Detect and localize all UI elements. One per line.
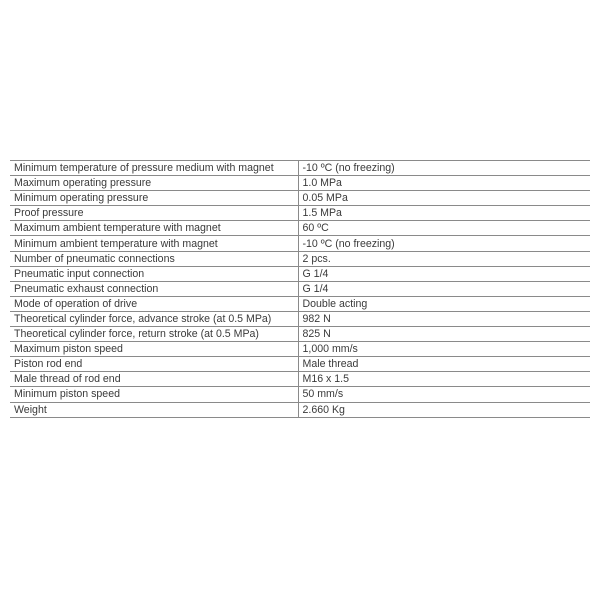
spec-value: 2 pcs.	[298, 251, 590, 266]
spec-value: 982 N	[298, 311, 590, 326]
spec-name: Maximum piston speed	[10, 342, 298, 357]
spec-name: Minimum temperature of pressure medium with magnet	[10, 161, 298, 176]
spec-name: Number of pneumatic connections	[10, 251, 298, 266]
table-row	[10, 191, 590, 206]
table-row	[10, 281, 590, 296]
table-row	[10, 221, 590, 236]
table-row	[10, 161, 590, 176]
spec-value: 1.0 MPa	[298, 176, 590, 191]
spec-name: Theoretical cylinder force, advance stroke (at 0.5 MPa)	[10, 311, 298, 326]
spec-name: Minimum operating pressure	[10, 191, 298, 206]
table-row	[10, 402, 590, 417]
spec-value: 825 N	[298, 327, 590, 342]
spec-value: 2.660 Kg	[298, 402, 590, 417]
spec-name: Maximum operating pressure	[10, 176, 298, 191]
spec-name: Minimum ambient temperature with magnet	[10, 236, 298, 251]
table-row	[10, 357, 590, 372]
table-row	[10, 251, 590, 266]
spec-name: Maximum ambient temperature with magnet	[10, 221, 298, 236]
table-row	[10, 206, 590, 221]
table-row	[10, 266, 590, 281]
spec-name: Pneumatic exhaust connection	[10, 281, 298, 296]
spec-value: 1,000 mm/s	[298, 342, 590, 357]
table-row	[10, 327, 590, 342]
spec-value: 50 mm/s	[298, 387, 590, 402]
spec-value: 1.5 MPa	[298, 206, 590, 221]
spec-name: Proof pressure	[10, 206, 298, 221]
spec-name: Weight	[10, 402, 298, 417]
spec-table	[10, 160, 590, 418]
table-row	[10, 311, 590, 326]
spec-value: -10 ºC (no freezing)	[298, 236, 590, 251]
spec-value: G 1/4	[298, 281, 590, 296]
spec-value: 0.05 MPa	[298, 191, 590, 206]
spec-name: Mode of operation of drive	[10, 296, 298, 311]
spec-value: Male thread	[298, 357, 590, 372]
spec-table-body	[10, 161, 590, 418]
spec-value: -10 ºC (no freezing)	[298, 161, 590, 176]
spec-value: M16 x 1.5	[298, 372, 590, 387]
spec-name: Theoretical cylinder force, return stroke (at 0.5 MPa)	[10, 327, 298, 342]
spec-name: Minimum piston speed	[10, 387, 298, 402]
table-row	[10, 387, 590, 402]
table-row	[10, 342, 590, 357]
spec-name: Pneumatic input connection	[10, 266, 298, 281]
spec-name: Piston rod end	[10, 357, 298, 372]
table-row	[10, 176, 590, 191]
spec-value: G 1/4	[298, 266, 590, 281]
spec-name: Male thread of rod end	[10, 372, 298, 387]
spec-value: 60 ºC	[298, 221, 590, 236]
spec-value: Double acting	[298, 296, 590, 311]
table-row	[10, 236, 590, 251]
table-row	[10, 372, 590, 387]
table-row	[10, 296, 590, 311]
